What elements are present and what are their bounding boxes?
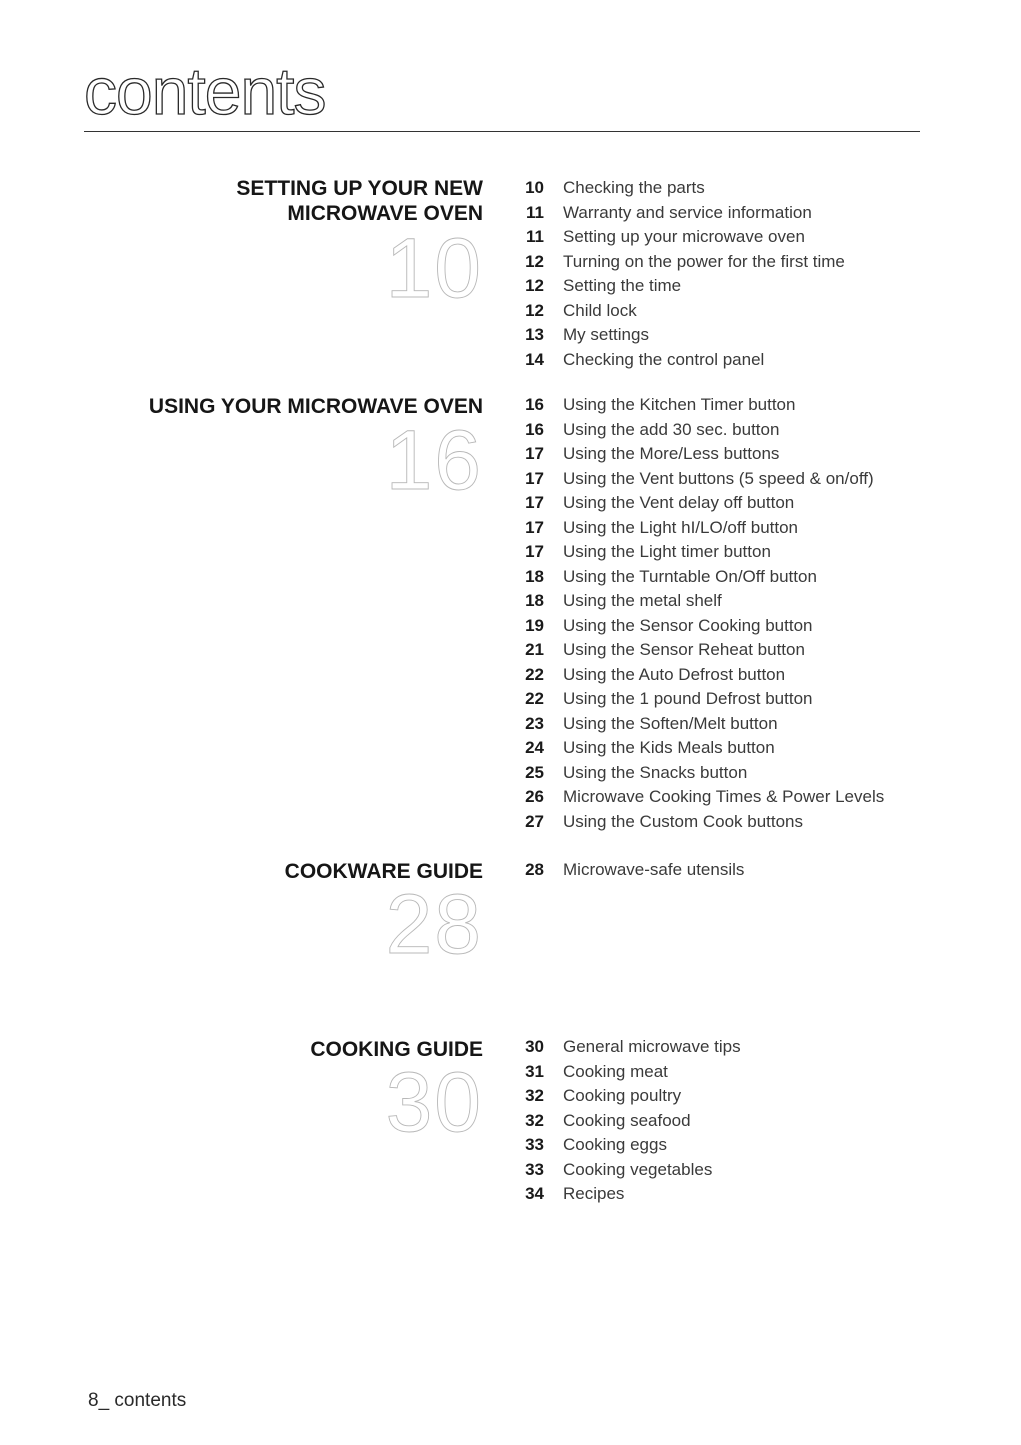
toc-entry-page: 22 <box>525 689 544 709</box>
toc-entry-title: Using the Light hI/LO/off button <box>563 517 799 537</box>
toc-entry <box>520 299 1000 324</box>
toc-entry <box>520 663 1000 688</box>
toc-entry-title: Recipes <box>563 1184 625 1204</box>
section-number: 10 <box>385 221 483 315</box>
toc-entry <box>520 712 1000 737</box>
toc-entry-page: 17 <box>525 517 544 537</box>
toc-entry-page: 17 <box>525 542 544 562</box>
toc-entry-title: General microwave tips <box>563 1037 741 1057</box>
toc-entry <box>520 736 1000 761</box>
toc-entry-page: 24 <box>525 738 544 758</box>
toc-entry-title: Using the Kids Meals button <box>563 738 775 758</box>
toc-entry-title: Using the Light timer button <box>563 542 771 562</box>
section-number: 28 <box>385 877 483 971</box>
toc-entry <box>520 250 1000 275</box>
toc-entry-page: 25 <box>525 762 544 782</box>
toc-entry <box>520 491 1000 516</box>
toc-entry <box>520 638 1000 663</box>
toc-entry <box>520 540 1000 565</box>
toc-entry-title: Checking the control panel <box>563 349 765 369</box>
toc-entry-page: 12 <box>525 276 544 296</box>
toc-entry-title: Using the metal shelf <box>563 591 722 611</box>
title-divider <box>84 131 920 132</box>
toc-entry-page: 14 <box>525 349 544 369</box>
toc-entry-page: 32 <box>525 1086 544 1106</box>
toc-entry <box>520 201 1000 226</box>
toc-entry-title: Microwave Cooking Times & Power Levels <box>563 787 885 807</box>
toc-entry-title: Microwave-safe utensils <box>563 860 745 880</box>
toc-entry-page: 30 <box>525 1037 544 1057</box>
section-title-line: COOKING GUIDE <box>310 1038 483 1061</box>
toc-entry-page: 16 <box>525 395 544 415</box>
toc-entry-title: Cooking meat <box>563 1061 668 1081</box>
toc-entry-title: Checking the parts <box>563 178 705 198</box>
toc-entry <box>520 785 1000 810</box>
toc-entry <box>520 467 1000 492</box>
toc-entry-page: 17 <box>525 468 544 488</box>
toc-entry <box>520 1060 1000 1085</box>
toc-entry <box>520 516 1000 541</box>
section-number: 30 <box>385 1055 483 1149</box>
toc-entry-title: Using the Vent delay off button <box>563 493 795 513</box>
toc-entry <box>520 858 1000 883</box>
toc-entry <box>520 1133 1000 1158</box>
toc-entry-title: My settings <box>563 325 649 345</box>
section-title-line: COOKWARE GUIDE <box>284 860 483 883</box>
toc-entry-page: 19 <box>525 615 544 635</box>
toc-entry-title: Using the Soften/Melt button <box>563 713 778 733</box>
toc-entry-title: Using the Sensor Reheat button <box>563 640 805 660</box>
toc-entry <box>520 614 1000 639</box>
toc-entry <box>520 1109 1000 1134</box>
toc-entry-title: Warranty and service information <box>563 202 812 222</box>
toc-entry-title: Cooking poultry <box>563 1086 682 1106</box>
toc-entry-page: 17 <box>525 444 544 464</box>
toc-entry-title: Using the Snacks button <box>563 762 748 782</box>
toc-list-cookware <box>520 858 1000 883</box>
toc-entry-title: Using the Vent buttons (5 speed & on/off) <box>563 468 874 488</box>
toc-entry-title: Using the Kitchen Timer button <box>563 395 796 415</box>
toc-entry <box>520 393 1000 418</box>
toc-entry-page: 13 <box>525 325 544 345</box>
toc-entry <box>520 1158 1000 1183</box>
toc-entry-title: Child lock <box>563 300 637 320</box>
section-number: 16 <box>385 413 483 507</box>
toc-entry <box>520 565 1000 590</box>
toc-entry <box>520 225 1000 250</box>
section-title-line: MICROWAVE OVEN <box>287 202 483 225</box>
section-title-line: SETTING UP YOUR NEW <box>236 177 483 200</box>
toc-entry-title: Using the More/Less buttons <box>563 444 780 464</box>
toc-entry <box>520 274 1000 299</box>
toc-entry <box>520 323 1000 348</box>
toc-entry-title: Setting up your microwave oven <box>563 227 805 247</box>
toc-entry-page: 12 <box>525 251 544 271</box>
toc-entry-title: Cooking vegetables <box>563 1159 713 1179</box>
toc-entry-title: Cooking eggs <box>563 1135 667 1155</box>
toc-entry-page: 31 <box>525 1061 544 1081</box>
toc-entry-page: 16 <box>525 419 544 439</box>
toc-entry-page: 10 <box>525 178 544 198</box>
section-title-line: USING YOUR MICROWAVE OVEN <box>148 395 483 418</box>
toc-entry-page: 18 <box>525 591 544 611</box>
toc-entry-title: Turning on the power for the first time <box>563 251 845 271</box>
toc-entry-page: 27 <box>525 811 544 831</box>
toc-entry-page: 33 <box>525 1159 544 1179</box>
toc-entry-title: Using the Turntable On/Off button <box>563 566 817 586</box>
toc-entry-page: 22 <box>525 664 544 684</box>
toc-list-using <box>520 393 1000 834</box>
toc-entry-title: Using the 1 pound Defrost button <box>563 689 813 709</box>
toc-entry-page: 34 <box>525 1184 544 1204</box>
toc-entry <box>520 348 1000 373</box>
section-title-setting-up <box>236 176 483 226</box>
toc-entry <box>520 418 1000 443</box>
toc-entry-page: 26 <box>525 787 544 807</box>
toc-entry-title: Setting the time <box>563 276 682 296</box>
toc-entry <box>520 1035 1000 1060</box>
toc-entry-page: 33 <box>525 1135 544 1155</box>
toc-entry-title: Using the Sensor Cooking button <box>563 615 813 635</box>
toc-entry-page: 28 <box>525 860 544 880</box>
toc-entry-page: 12 <box>525 300 544 320</box>
toc-entry-page: 11 <box>526 202 544 222</box>
page-title: contents <box>84 54 326 128</box>
toc-entry-title: Using the Auto Defrost button <box>563 664 786 684</box>
toc-entry-page: 23 <box>525 713 544 733</box>
toc-entry <box>520 687 1000 712</box>
toc-entry <box>520 761 1000 786</box>
toc-entry <box>520 589 1000 614</box>
toc-entry-title: Using the add 30 sec. button <box>563 419 780 439</box>
toc-entry-page: 11 <box>526 227 544 247</box>
toc-entry <box>520 176 1000 201</box>
toc-entry <box>520 442 1000 467</box>
toc-entry-title: Cooking seafood <box>563 1110 691 1130</box>
toc-entry-page: 17 <box>525 493 544 513</box>
toc-entry-page: 21 <box>525 640 544 660</box>
toc-list-cooking <box>520 1035 1000 1207</box>
toc-entry-page: 32 <box>525 1110 544 1130</box>
toc-entry <box>520 1182 1000 1207</box>
toc-entry <box>520 1084 1000 1109</box>
toc-entry <box>520 810 1000 835</box>
toc-entry-page: 18 <box>525 566 544 586</box>
toc-entry-title: Using the Custom Cook buttons <box>563 811 804 831</box>
toc-list-setting-up <box>520 176 1000 372</box>
page-footer: 8_ contents <box>88 1390 187 1411</box>
